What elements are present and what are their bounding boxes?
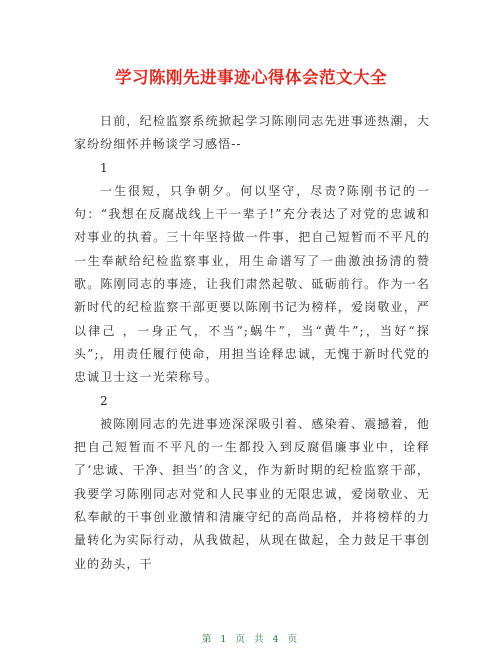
document-body xyxy=(74,110,430,576)
section-number: 1 xyxy=(100,160,109,175)
document-title: 学习陈刚先进事迹心得体会范文大全 xyxy=(115,68,387,87)
paragraph-intro: 日前，纪检监察系统掀起学习陈刚同志先进事迹热潮，大家纷纷细怀并畅谈学习感悟-- xyxy=(74,114,430,152)
section-number: 2 xyxy=(100,393,109,408)
page-footer: 第 1 页 共 4 页 xyxy=(201,634,301,645)
paragraph: 一生很短，只争朝夕。何以坚守，尽责?陈刚书记的一句：“我想在反腐战线上干一辈子!”充分表达了对党的忠诚和对事业的执着。三十年坚持做一件事，把自己短暂而不平凡的一生奉献给纪检监察事业，用生命谱写了一曲激浊扬清的赞歌。陈刚同志的事迹，让我们肃然起敬、砥砺前行。作为一名新时代的纪检监察干部更要以陈刚书记为榜样，爱岗敬业，严以律己 ，一身正气，不当”;蜗牛”，当“黄牛”;，当好“探头”;，用责任履行使命，用担当诠释忠诚，无愧于新时代党的忠诚卫士这一光荣称号。 xyxy=(74,183,430,385)
paragraph: 被陈刚同志的先进事迹深深吸引着、感染着、震撼着，他把自己短暂而不平凡的一生都投入到反腐倡廉事业中，诠释了‘忠诚、干净、担当’的含义，作为新时期的纪检监察干部，我要学习陈刚同志对党和人民事业的无限忠诚，爱岗敬业、无私奉献的干事创业激情和清廉守纪的高尚品格，并将榜样的力量转化为实际行动，从我做起，从现在做起，全力鼓足干事创业的劲头，干 xyxy=(74,416,430,571)
